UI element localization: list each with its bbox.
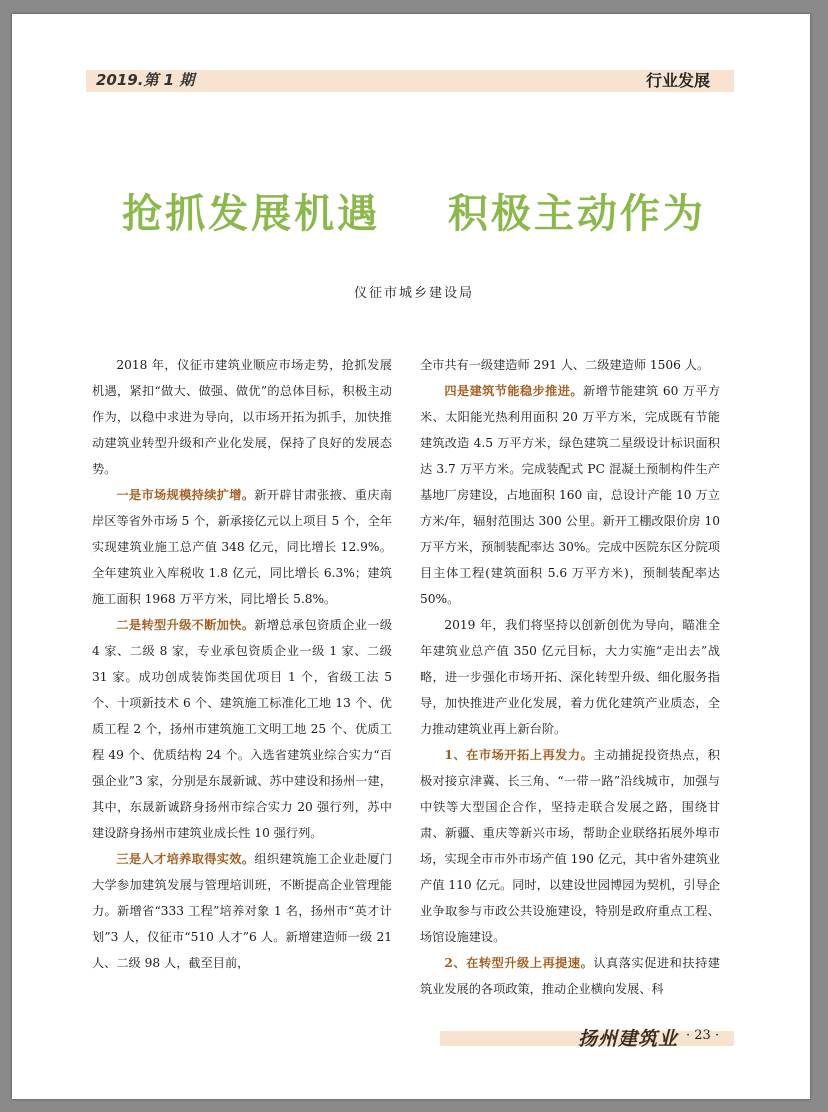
paragraph: 四是建筑节能稳步推进。新增节能建筑 60 万平方米、太阳能光热利用面积 20 万平方米，完成既有节能建筑改造 4.5 万平方米，绿色建筑二星级设计标识面积达 3.7 万平方米。完成装配式 PC 混凝土预制构件生产基地厂房建设，占地面积 160 亩，总设计产能 10 万立方米/年，辐射范围达 300 公里。新开工棚改限价房 10 万平方米，预制装配率达 30%。完成中医院东区分院项目主体工程(建筑面积 5.6 万平方米)，预制装配率达 50%。 (420, 384, 721, 606)
section-label: 行业发展 (645, 71, 710, 90)
paragraph: 2019 年，我们将坚持以创新创优为导向，瞄准全年建筑业总产值 350 亿元目标，大力实施“走出去”战略，进一步强化市场开拓、深化转型升级、细化服务指导，加快推进产业化发展，着力优化建筑产业质态，全力推动建筑业再上新台阶。 (420, 618, 720, 736)
paragraph-heading: 1、在市场开拓上再发力。 (444, 748, 594, 762)
page-number: · 23 · (686, 1028, 720, 1043)
paragraph: 全市共有一级建造师 291 人、二级建造师 1506 人。 (420, 358, 710, 372)
paragraph: 1、在市场开拓上再发力。主动捕捉投资热点，积极对接京津冀、长三角、“一带一路”沿线城市，加强与中铁等大型国企合作，坚持走联合发展之路，围绕甘肃、新疆、重庆等新兴市场，帮助企业联络拓展外埠市场，实现全市市外市场产值 190 亿元，其中省外建筑业产值 110 亿元。同时，以建设世园博园为契机，引导企业争取参与市政公共设施建设，特别是政府重点工程、场馆设施建设。 (420, 748, 720, 944)
paragraph: 2、在转型升级上再提速。认真落实促进和扶持建筑业发展的各项政策，推动企业横向发展、科 (420, 956, 720, 996)
right-column (420, 352, 720, 1002)
magazine-logo: 扬州建筑业 (578, 1028, 679, 1050)
paragraph-heading: 三是人才培养取得实效。 (116, 852, 255, 866)
article-title: 抢抓发展机遇 积极主动作为 (122, 191, 706, 237)
left-column (92, 352, 392, 976)
issue-label: 2019.第 1 期 (96, 71, 195, 89)
paragraph-heading: 2、在转型升级上再提速。 (444, 956, 594, 970)
paragraph: 三是人才培养取得实效。组织建筑施工企业赴厦门大学参加建筑发展与管理培训班，不断提高企业管理能力。新增省“333 工程”培养对象 1 名，扬州市“英才计划”3 人，仪征市“510 人才”6 人。新增建造师一级 21 人、二级 98 人，截至目前， (92, 852, 393, 970)
paragraph: 一是市场规模持续扩增。新开辟甘肃张掖、重庆南岸区等省外市场 5 个，新承接亿元以上项目 5 个，全年实现建筑业施工总产值 348 亿元，同比增长 12.9%。全年建筑业入库税收 1.8 亿元，同比增长 6.3%；建筑施工面积 1968 万平方米，同比增长 5.8%。 (92, 488, 393, 606)
paragraph-heading: 一是市场规模持续扩增。 (116, 488, 255, 502)
paragraph-heading: 四是建筑节能稳步推进。 (444, 384, 583, 398)
paragraph-heading: 二是转型升级不断加快。 (116, 618, 255, 632)
paragraph: 二是转型升级不断加快。新增总承包资质企业一级 4 家、二级 8 家，专业承包资质企业一级 1 家、二级 31 家。成功创成装饰类国优项目 1 个，省级工法 5 个、十项新技术 6 个、建筑施工标准化工地 13 个、优质工程 2 个，扬州市建筑施工文明工地 25 个、优质工程 49 个、优质结构 24 个。入选省建筑业综合实力“百强企业”3 家，分别是东晟新诚、苏中建设和扬州一建，其中，东晟新诚跻身扬州市综合实力 20 强行列，苏中建设跻身扬州市建筑业成长性 10 强行列。 (92, 618, 393, 840)
paragraph: 2018 年，仪征市建筑业顺应市场走势，抢抓发展机遇，紧扣“做大、做强、做优”的总体目标，积极主动作为，以稳中求进为导向，以市场开拓为抓手，加快推动建筑业转型升级和产业化发展，保持了良好的发展态势。 (92, 358, 392, 476)
article-author: 仪征市城乡建设局 (353, 286, 474, 301)
